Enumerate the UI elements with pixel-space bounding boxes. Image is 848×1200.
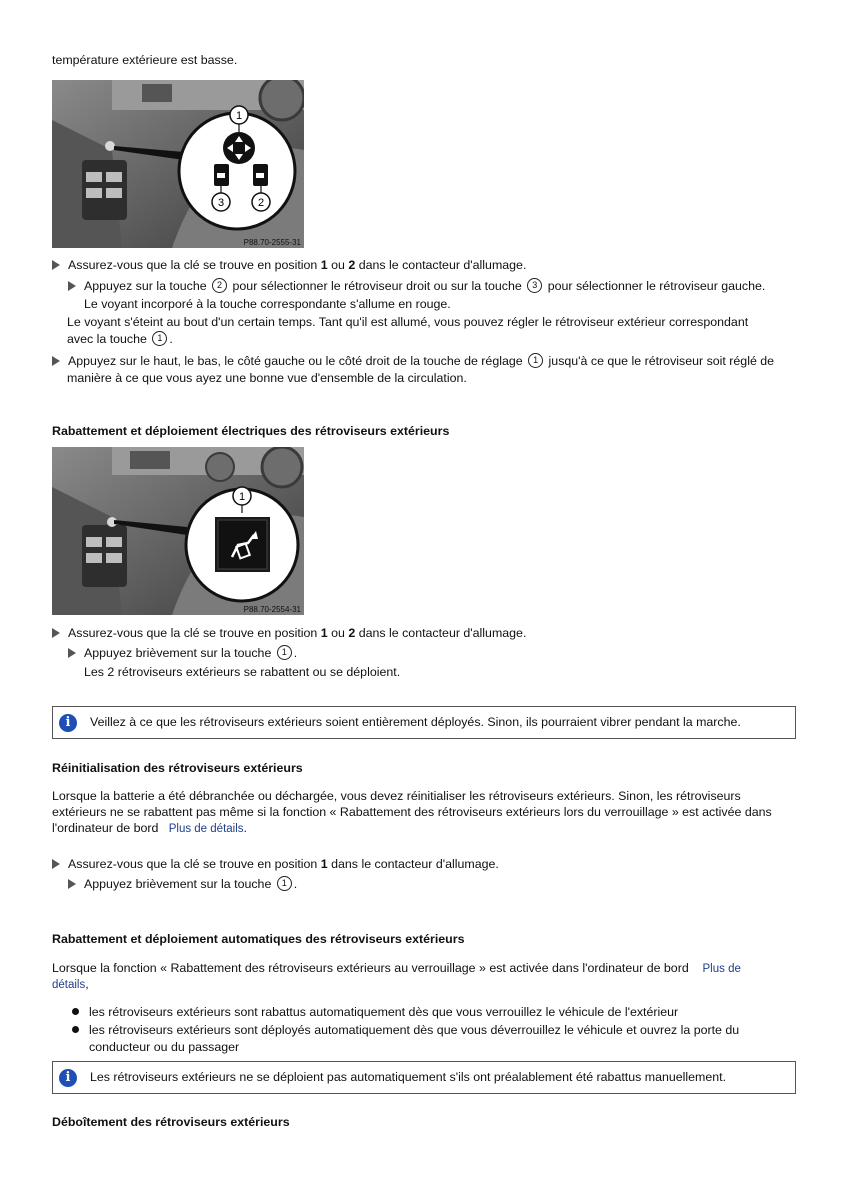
bullet-item: les rétroviseurs extérieurs sont rabattus automatiquement dès que vous verrouillez le véhicule de l'extérieur <box>89 1005 679 1019</box>
info-box <box>52 706 796 739</box>
arrow-icon <box>52 628 60 638</box>
figure-code: P88.70-2554-31 <box>243 605 301 614</box>
info-icon: i <box>59 1069 77 1087</box>
key-2-icon: 2 <box>212 278 227 293</box>
info-text: Les rétroviseurs extérieurs ne se déploient pas automatiquement s'ils ont préalablement été rabattus manuellement. <box>90 1070 727 1084</box>
paragraph-line: extérieurs ne se rabattent pas même si la fonction « Rabattement des rétroviseurs extérieurs lors du verrouillage » est activée dans <box>52 805 772 819</box>
bullet-dot <box>72 1008 79 1015</box>
arrow-icon <box>52 260 60 270</box>
paragraph-line: détails, <box>52 977 89 991</box>
arrow-icon <box>68 281 76 291</box>
step-press-reset: Appuyez brièvement sur la touche 1 . <box>68 876 297 893</box>
info-box <box>52 1061 796 1094</box>
step-ignition-2: Assurez-vous que la clé se trouve en position 1 ou 2 dans le contacteur d'allumage. <box>52 625 526 642</box>
key-1-icon: 1 <box>277 645 292 660</box>
mirror-adjust-photo <box>52 80 304 248</box>
step-select-mirror: Appuyez sur la touche 2 pour sélectionner le rétroviseur droit ou sur la touche 3 pour sélectionner le rétroviseur gauche. <box>68 278 765 295</box>
mirror-fold-illustration <box>52 447 304 615</box>
arrow-icon <box>52 859 60 869</box>
step-adjust-line-2: manière à ce que vous ayez une bonne vue d'ensemble de la circulation. <box>67 371 467 385</box>
section-heading: Réinitialisation des rétroviseurs extérieurs <box>52 761 303 775</box>
bullet-item: les rétroviseurs extérieurs sont déployés automatiquement dès que vous déverrouillez le véhicule et ouvrez la porte du <box>89 1023 740 1037</box>
key-1-icon: 1 <box>528 353 543 368</box>
callout-label: 3 <box>217 197 225 209</box>
paragraph-line: Lorsque la fonction « Rabattement des rétroviseurs extérieurs au verrouillage » est activée dans l'ordinateur de bord Plus de <box>52 961 741 975</box>
step-ignition-1: Assurez-vous que la clé se trouve en position 1 ou 2 dans le contacteur d'allumage. <box>52 257 526 274</box>
section-heading: Rabattement et déploiement électriques des rétroviseurs extérieurs <box>52 424 450 438</box>
paragraph-line: Lorsque la batterie a été débranchée ou déchargée, vous devez réinitialiser les rétroviseurs extérieurs. Sinon, les rétroviseurs <box>52 789 741 803</box>
bullet-item-cont: conducteur ou du passager <box>89 1040 240 1054</box>
info-text: Veillez à ce que les rétroviseurs extérieurs soient entièrement déployés. Sinon, ils pourraient vibrer pendant la marche. <box>90 715 741 729</box>
arrow-icon <box>52 356 60 366</box>
key-1-icon: 1 <box>152 331 167 346</box>
info-icon: i <box>59 714 77 732</box>
details-link-cont[interactable]: détails <box>52 979 86 991</box>
section-heading: Rabattement et déploiement automatiques des rétroviseurs extérieurs <box>52 932 465 946</box>
step-fold-result: Les 2 rétroviseurs extérieurs se rabattent ou se déploient. <box>84 665 401 679</box>
figure-code: P88.70-2555-31 <box>243 238 301 247</box>
section-heading: Déboîtement des rétroviseurs extérieurs <box>52 1115 290 1129</box>
note-line-2: avec la touche 1 . <box>67 332 173 346</box>
callout-label: 1 <box>238 491 246 503</box>
mirror-fold-photo <box>52 447 304 615</box>
callout-label: 1 <box>235 110 243 122</box>
intro-text: température extérieure est basse. <box>52 53 238 67</box>
mirror-adjust-illustration <box>52 80 304 248</box>
step-adjust: Appuyez sur le haut, le bas, le côté gauche ou le côté droit de la touche de réglage 1 jusqu'à ce que le rétroviseur soit réglé de <box>52 353 774 370</box>
paragraph-line: l'ordinateur de bord Plus de détails. <box>52 821 247 835</box>
note-line-1: Le voyant s'éteint au bout d'un certain temps. Tant qu'il est allumé, vous pouvez régler le rétroviseur extérieur correspondant <box>67 315 749 329</box>
bullet-dot <box>72 1026 79 1033</box>
step-ignition-3: Assurez-vous que la clé se trouve en position 1 dans le contacteur d'allumage. <box>52 856 499 873</box>
step-press-fold: Appuyez brièvement sur la touche 1 . <box>68 645 297 662</box>
key-1-icon: 1 <box>277 876 292 891</box>
key-3-icon: 3 <box>527 278 542 293</box>
details-link[interactable]: Plus de détails <box>168 823 244 835</box>
step-select-result: Le voyant incorporé à la touche correspondante s'allume en rouge. <box>84 297 451 311</box>
details-link[interactable]: Plus de <box>702 963 741 975</box>
callout-label: 2 <box>257 197 265 209</box>
arrow-icon <box>68 648 76 658</box>
arrow-icon <box>68 879 76 889</box>
